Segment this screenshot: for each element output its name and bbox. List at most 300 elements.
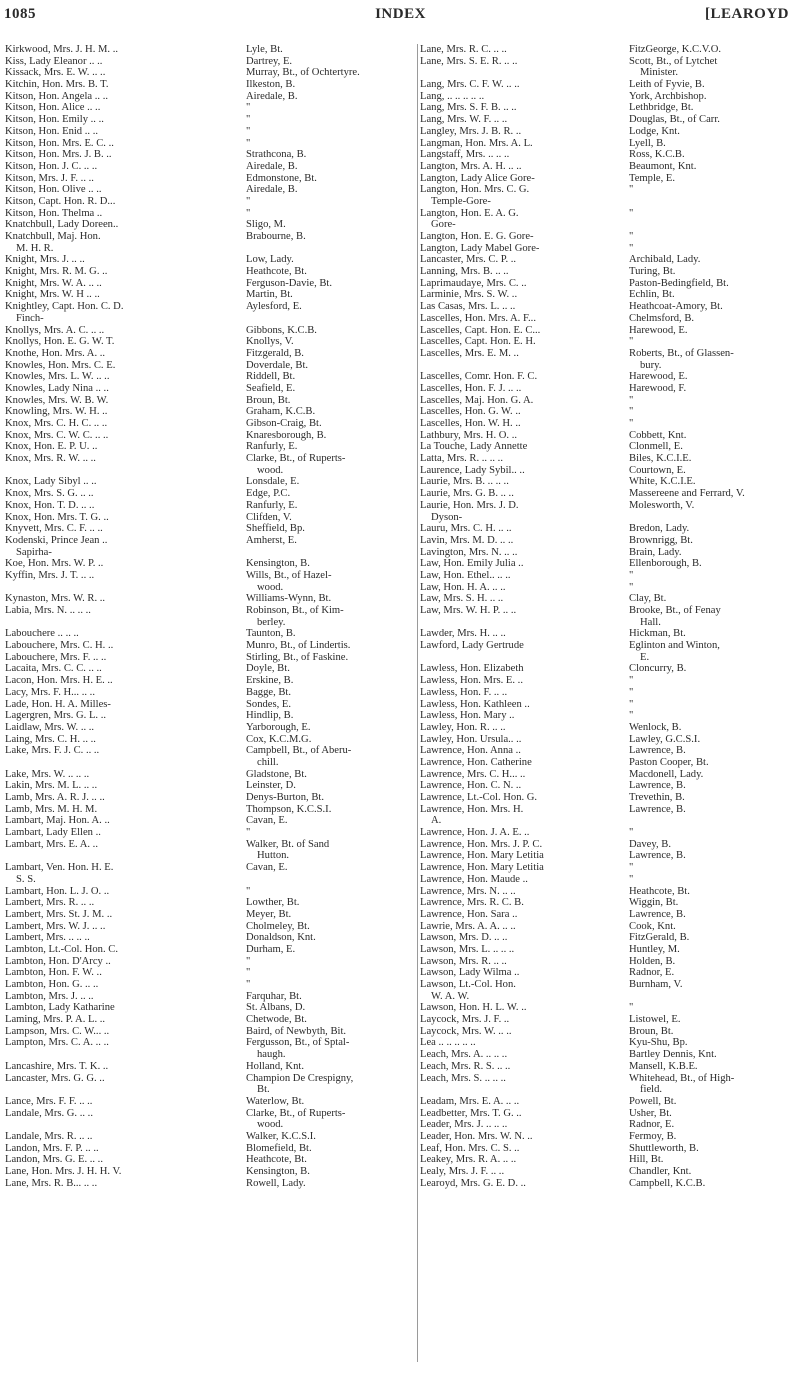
index-entry: Kitchin, Hon. Mrs. B. T. [5, 79, 109, 91]
index-entry: Lampton, Mrs. C. A. .. .. [5, 1037, 109, 1049]
index-entry: Hindlip, B. [246, 710, 294, 722]
index-entry: " [629, 698, 634, 710]
index-entry: Lascelles, Comr. Hon. F. C. [420, 371, 538, 383]
index-entry: Kirkwood, Mrs. J. H. M. .. [5, 44, 119, 55]
index-entry: Hall. [640, 616, 661, 628]
index-entry: " [246, 114, 251, 126]
index-entry: " [246, 125, 251, 137]
index-entry: Knaresborough, B. [246, 429, 327, 441]
index-entry: Lane, Mrs. S. E. R. .. .. [420, 55, 518, 67]
index-entry: Harewood, E. [629, 324, 688, 336]
index-entry: FitzGerald, B. [629, 932, 690, 944]
index-entry: haugh. [257, 1049, 286, 1061]
index-entry: Leith of Fyvie, B. [629, 79, 705, 91]
index-entry: Aylesford, E. [246, 301, 302, 313]
index-entry: Huntley, M. [629, 943, 680, 955]
index-entry [5, 1119, 245, 1131]
index-entry: " [246, 102, 251, 114]
index-entry: wood. [257, 1119, 284, 1131]
index-entry: Langton, Lady Mabel Gore- [420, 242, 540, 254]
index-entry: Bartley Dennis, Knt. [629, 1049, 717, 1061]
index-entry: Kitson, Mrs. J. F. .. .. [5, 172, 94, 184]
index-entry: Kensington, B. [246, 558, 310, 570]
index-entry: Lambton, Mrs. J. .. .. [5, 990, 94, 1002]
index-entry: Lawless, Hon. Kathleen .. [420, 698, 530, 710]
index-entry: Lawrence, B. [629, 908, 686, 920]
index-entry: Lambart, Mrs. E. A. .. [5, 838, 98, 850]
index-entry: Chelmsford, B. [629, 312, 695, 324]
index-entry: Lampson, Mrs. C. W... .. [5, 1025, 110, 1037]
index-entry: Langton, Hon. E. A. G. [420, 207, 519, 219]
index-entry [420, 67, 624, 79]
index-entry: Lambton, Lady Katharine [5, 1002, 115, 1014]
index-entry: Langton, Lady Alice Gore- [420, 172, 535, 184]
index-entry: Lawrie, Mrs. A. A. .. .. [420, 920, 516, 932]
index-entry: Lawrence, Mrs. N. .. .. [420, 885, 516, 897]
index-entry [246, 313, 418, 325]
index-entry: Lyell, B. [629, 137, 666, 149]
index-entry: Landon, Mrs. G. E. .. .. [5, 1154, 103, 1166]
index-entry: Chandler, Knt. [629, 1166, 692, 1177]
index-entry [420, 1084, 624, 1096]
index-entry: Lawrence, Hon. Maude .. [420, 873, 528, 885]
index-entry: Riddell, Bt. [246, 371, 296, 383]
index-entry: Lascelles, Capt. Hon. E. H. [420, 336, 536, 348]
index-entry: Lawson, Mrs. D. .. .. [420, 932, 508, 944]
index-entry: Echlin, Bt. [629, 289, 675, 301]
index-entry: Kitson, Hon. Alice .. .. [5, 102, 101, 114]
index-entry: Waterlow, Bt. [246, 1095, 305, 1107]
index-entry [5, 1084, 245, 1096]
index-entry: Low, Lady. [246, 254, 294, 266]
index-entry: Law, Mrs. W. H. P. .. .. [420, 605, 517, 616]
index-entry: Koe, Hon. Mrs. W. P. .. [5, 558, 104, 570]
index-entry: field. [640, 1084, 663, 1096]
index-entry: Whitehead, Bt., of High- [629, 1072, 735, 1084]
index-entry: Kitson, Hon. Emily .. .. [5, 114, 104, 126]
index-entry: Lyle, Bt. [246, 44, 283, 55]
index-entry: Leach, Mrs. A. .. .. .. [420, 1049, 508, 1061]
index-entry: Lake, Mrs. F. J. C. .. .. [5, 745, 100, 757]
index-entry: Courtown, E. [629, 464, 686, 476]
index-entry: Lawless, Hon. Mrs. E. .. [420, 675, 523, 687]
index-entry: Clifden, V. [246, 511, 292, 523]
index-entry: Lawrence, Hon. Mary Letitia [420, 862, 544, 874]
index-entry: Wenlock, B. [629, 721, 682, 733]
index-entry: Lawson, Lady Wilma .. [420, 967, 520, 979]
index-entry: Lawrence, Hon. Anna .. [420, 745, 521, 757]
index-entry: Gore- [431, 219, 456, 231]
index-entry: Knox, Lady Sibyl .. .. [5, 476, 97, 488]
index-entry: Lonsdale, E. [246, 476, 300, 488]
index-entry: Walker, K.C.S.I. [246, 1130, 316, 1142]
index-entry: Lambert, Mrs. .. .. .. [5, 932, 90, 944]
index-entry: Lawrence, Mrs. C. H... .. [420, 768, 526, 780]
index-entry: Lawrence, Hon. C. N. .. [420, 780, 522, 792]
index-entry: Temple, E. [629, 172, 676, 184]
index-entry: Broun, Bt. [629, 1025, 674, 1037]
index-entry: Langman, Hon. Mrs. A. L. [420, 137, 533, 149]
index-entry: Kitson, Hon. Thelma .. [5, 207, 103, 219]
index-entry [629, 196, 799, 208]
index-entry: berley. [257, 616, 286, 628]
index-entry: Lang, Mrs. W. F. .. .. [420, 114, 508, 126]
index-entry: Knowling, Mrs. W. H. .. [5, 406, 108, 418]
index-entry: Lawrence, Hon. Sara .. [420, 908, 518, 920]
index-entry: Knight, Mrs. J. .. .. [5, 254, 85, 266]
index-entry: Laurie, Hon. Mrs. J. D. [420, 499, 519, 511]
index-entry [246, 243, 418, 255]
index-entry: Doyle, Bt. [246, 663, 290, 675]
index-entry: Laidlaw, Mrs. W. .. .. [5, 721, 95, 733]
index-entry: Shuttleworth, B. [629, 1142, 699, 1154]
index-entry: Meyer, Bt. [246, 908, 292, 920]
index-entry [629, 991, 799, 1003]
index-entry: Lascelles, Mrs. E. M. .. [420, 347, 519, 359]
index-entry: Usher, Bt. [629, 1107, 672, 1119]
index-entry: Lane, Hon. Mrs. J. H. H. V. [5, 1166, 122, 1177]
index-entry: Dartrey, E. [246, 55, 293, 67]
index-entry: Lang, Mrs. S. F. B. .. .. [420, 102, 517, 114]
index-entry: Lancaster, Mrs. G. G. .. [5, 1072, 105, 1084]
index-entry: Radnor, E. [629, 1119, 675, 1131]
index-entry: Sligo, M. [246, 219, 286, 231]
index-entry: Sapirha- [16, 546, 52, 558]
index-entry: Harewood, E. [629, 371, 688, 383]
index-entry: Sondes, E. [246, 698, 292, 710]
index-entry: Lance, Mrs. F. F. .. .. [5, 1095, 93, 1107]
index-entry: Langton, Hon. E. G. Gore- [420, 231, 534, 242]
index-entry: Cholmeley, Bt. [246, 920, 310, 932]
index-entry: Fermoy, B. [629, 1130, 677, 1142]
index-entry: Listowel, E. [629, 1014, 681, 1026]
index-entry: Lawson, Mrs. L. .. .. .. [420, 943, 515, 955]
index-entry: Champion De Crespigny, [246, 1072, 354, 1084]
index-entry: Knollys, Mrs. A. C. .. .. [5, 324, 105, 336]
index-entry: Lascelles, Maj. Hon. G. A. [420, 394, 534, 406]
index-entry: Lawson, Mrs. R. .. .. [420, 955, 507, 967]
index-entry: Lascelles, Hon. G. W. .. [420, 406, 521, 418]
index-entry: Lanning, Mrs. B. .. .. [420, 266, 509, 278]
index-entry: Langstaff, Mrs. .. .. .. [420, 149, 510, 161]
index-entry: " [629, 418, 634, 429]
index-entry: Lacon, Hon. Mrs. H. E. .. [5, 675, 113, 687]
index-entry: Leadbetter, Mrs. T. G. .. [420, 1107, 522, 1119]
index-entry: St. Albans, D. [246, 1002, 306, 1014]
index-entry: Wiggin, Bt. [629, 897, 679, 909]
index-entry: " [629, 862, 634, 874]
index-entry: Lang, .. .. .. .. .. [420, 90, 485, 102]
index-entry: Laprimaudaye, Mrs. C. .. [420, 277, 527, 289]
index-entry: Lathbury, Mrs. H. O. .. [420, 429, 517, 441]
index-entry: Kiss, Lady Eleanor .. .. [5, 55, 103, 67]
index-entry: Bagge, Bt. [246, 686, 292, 698]
index-entry: Heathcote, Bt. [246, 1154, 307, 1166]
index-entry: Eglinton and Winton, [629, 640, 720, 652]
index-entry: Dyson- [431, 511, 463, 523]
index-entry: W. A. W. [431, 990, 470, 1002]
page-header [0, 6, 801, 32]
index-entry: Lambton, Lt.-Col. Hon. C. [5, 943, 118, 955]
index-entry: Beaumont, Knt. [629, 160, 697, 172]
index-entry: Roberts, Bt., of Glassen- [629, 347, 734, 359]
index-entry: Lawson, Lt.-Col. Hon. [420, 979, 516, 990]
index-entry: Knox, Mrs. S. G. .. .. [5, 488, 94, 500]
index-entry: Lacy, Mrs. F. H... .. .. [5, 686, 95, 698]
index-entry: Clarke, Bt., of Ruperts- [246, 453, 346, 465]
index-entry: " [246, 955, 251, 967]
index-entry: Lawley, Hon. Ursula.. .. [420, 733, 522, 745]
index-entry: Stirling, Bt., of Faskine. [246, 651, 349, 663]
index-entry [5, 617, 245, 629]
index-entry: Lawrence, Hon. Mrs. H. [420, 803, 524, 815]
index-entry: Douglas, Bt., of Carr. [629, 114, 720, 126]
index-entry: Cobbett, Knt. [629, 429, 687, 441]
index-entry: Mansell, K.B.E. [629, 1060, 698, 1072]
index-entry: Knox, Mrs. C. W. C. .. .. [5, 429, 109, 441]
index-entry: Lambart, Maj. Hon. A. .. [5, 815, 110, 827]
index-entry: Lawless, Hon. Elizabeth [420, 663, 524, 675]
index-entry: Lawrence, Lt.-Col. Hon. G. [420, 792, 538, 803]
index-entry [5, 465, 245, 477]
index-entry: Robinson, Bt., of Kim- [246, 605, 344, 616]
index-entry: Lauru, Mrs. C. H. .. .. [420, 523, 512, 535]
index-entry [629, 815, 799, 827]
index-entry: " [629, 686, 634, 698]
index-entry: La Touche, Lady Annette [420, 441, 528, 453]
index-entry: Knightley, Capt. Hon. C. D. [5, 301, 124, 313]
column-divider [417, 44, 418, 1362]
index-entry: Ellenborough, B. [629, 558, 702, 570]
index-entry: Denys-Burton, Bt. [246, 792, 324, 803]
index-entry: Blomefield, Bt. [246, 1142, 312, 1154]
index-entry: Lake, Mrs. W. .. .. .. [5, 768, 90, 780]
index-entry: Williams-Wynn, Bt. [246, 593, 332, 605]
index-entry: Thompson, K.C.S.I. [246, 803, 332, 815]
index-entry: Brooke, Bt., of Fenay [629, 605, 721, 616]
index-entry: Lamb, Mrs. M. H. M. [5, 803, 98, 815]
index-entry: Taunton, B. [246, 628, 296, 640]
index-entry: Gladstone, Bt. [246, 768, 307, 780]
index-entry: Ross, K.C.B. [629, 149, 685, 161]
index-entry: Clarke, Bt., of Ruperts- [246, 1107, 346, 1119]
index-entry: Larminie, Mrs. S. W. .. [420, 289, 518, 301]
index-entry: Lascelles, Hon. F. J. .. .. [420, 382, 522, 394]
index-entry: " [246, 195, 251, 207]
page-title: INDEX [375, 6, 426, 22]
index-entry: Bt. [257, 1084, 270, 1096]
index-entry: Kyffin, Mrs. J. T. .. .. [5, 569, 95, 581]
index-entry: Lavington, Mrs. N. .. .. [420, 546, 518, 558]
index-entry: Massereene and Ferrard, V. [629, 488, 745, 500]
index-entry [629, 219, 799, 231]
index-entry: White, K.C.I.E. [629, 476, 696, 488]
index-entry: Lambton, Hon. D'Arcy .. [5, 955, 111, 967]
index-entry: Knight, Mrs. W. H .. .. [5, 289, 100, 301]
index-entry: Airedale, B. [246, 90, 298, 102]
index-entry: Lancaster, Mrs. C. P. .. [420, 254, 517, 266]
index-entry: Archibald, Lady. [629, 254, 701, 266]
index-entry: Edge, P.C. [246, 488, 291, 500]
index-entry: Minister. [640, 67, 678, 79]
index-entry: Kitson, Hon. Mrs. E. C. .. [5, 137, 114, 149]
index-entry: Lawford, Lady Gertrude [420, 640, 524, 652]
index-entry: York, Archbishop. [629, 90, 707, 102]
index-entry: " [246, 967, 251, 979]
index-entry: Lagergren, Mrs. G. L. .. [5, 710, 107, 722]
index-entry: Hutton. [257, 850, 290, 862]
index-entry: Labouchere, Mrs. F. .. .. [5, 651, 107, 663]
index-entry: Lambert, Mrs. R. .. .. [5, 897, 95, 909]
index-entry: Laurie, Mrs. G. B. .. .. [420, 488, 514, 500]
index-entry: Leach, Mrs. R. S. .. .. [420, 1060, 511, 1072]
index-entry: Molesworth, V. [629, 499, 695, 511]
index-entry: Lea .. .. .. .. .. [420, 1037, 476, 1049]
index-entry: Lang, Mrs. C. F. W. .. .. [420, 79, 520, 91]
index-entry: Leakey, Mrs. R. A. .. .. [420, 1154, 517, 1166]
index-entry [420, 652, 624, 664]
index-entry: Lawrence, B. [629, 850, 686, 862]
index-entry: Knyvett, Mrs. C. F. .. .. [5, 523, 103, 535]
index-entry: Graham, K.C.B. [246, 406, 316, 418]
index-entry: Brain, Lady. [629, 546, 682, 558]
index-entry: Hickman, Bt. [629, 628, 686, 640]
index-entry: Latta, Mrs. R. .. .. .. [420, 453, 503, 465]
index-entry: Lakin, Mrs. M. L. .. .. [5, 780, 98, 792]
index-entry: Knox, Mrs. C. H. C. .. .. [5, 418, 108, 429]
index-entry: Lambart, Lady Ellen .. [5, 827, 101, 839]
index-entry: Ranfurly, E. [246, 499, 298, 511]
index-entry: Holden, B. [629, 955, 676, 967]
index-entry: Airedale, B. [246, 160, 298, 172]
index-entry: Laming, Mrs. P. A. L. .. [5, 1014, 106, 1026]
index-entry: Broun, Bt. [246, 394, 291, 406]
index-entry [629, 512, 799, 524]
index-entry: Lawrence, Mrs. R. C. B. [420, 897, 524, 909]
index-entry: Bredon, Lady. [629, 523, 690, 535]
index-entry: Erskine, B. [246, 675, 294, 687]
index-entry: Cox, K.C.M.G. [246, 733, 312, 745]
index-entry: Holland, Knt. [246, 1060, 304, 1072]
index-entry: Lodge, Knt. [629, 125, 680, 137]
index-entry: chill. [257, 756, 279, 768]
index-entry: Lawrence, B. [629, 803, 686, 815]
index-entry: Law, Hon. Emily Julia .. [420, 558, 524, 570]
references-column-left [246, 44, 418, 1189]
index-entry: Clay, Bt. [629, 593, 667, 605]
index-entry [5, 757, 245, 769]
index-entry: Martin, Bt. [246, 289, 293, 301]
index-entry: Heathcote, Bt. [246, 266, 307, 278]
index-entry: Brownrigg, Bt. [629, 534, 693, 546]
index-entry: Lavin, Mrs. M. D. .. .. [420, 534, 514, 546]
index-entry: Lawrence, Hon. Mrs. J. P. C. [420, 838, 543, 850]
index-entry: " [246, 827, 251, 839]
index-entry: Durham, E. [246, 943, 296, 955]
index-entry: " [629, 394, 634, 406]
index-entry: Knowles, Hon. Mrs. C. E. [5, 359, 116, 371]
index-entry: Kitson, Hon. Angela .. .. [5, 90, 108, 102]
index-entry: Langley, Mrs. J. B. R. .. [420, 125, 522, 137]
index-entry: Leinster, D. [246, 780, 296, 792]
index-entry: Kissack, Mrs. E. W. .. .. [5, 67, 106, 79]
index-entry: " [629, 581, 634, 593]
index-entry: Ranfurly, E. [246, 441, 298, 453]
index-entry: Lacaita, Mrs. C. C. .. .. [5, 663, 102, 675]
index-entry: Laycock, Mrs. W. .. .. [420, 1025, 512, 1037]
index-entry: Learoyd, Mrs. G. E. D. .. [420, 1177, 526, 1189]
index-entry: " [629, 207, 634, 219]
index-entry: Knox, Mrs. R. W. .. .. [5, 453, 96, 465]
index-entry: A. [431, 815, 442, 827]
index-entry: Law, Hon. H. A. .. .. [420, 581, 506, 593]
index-entry: Lawley, G.C.S.I. [629, 733, 701, 745]
index-entry: Doverdale, Bt. [246, 359, 309, 371]
index-entry: Knowles, Mrs. L. W. .. .. [5, 371, 110, 383]
index-entry: Strathcona, B. [246, 149, 307, 161]
index-entry: Lawrence, Hon. Catherine [420, 756, 532, 768]
index-entry: Laycock, Mrs. J. F. .. [420, 1014, 510, 1026]
index-entry [420, 360, 624, 372]
index-entry: Macdonell, Lady. [629, 768, 704, 780]
index-entry: Lambart, Ven. Hon. H. E. [5, 862, 114, 874]
index-entry: Biles, K.C.I.E. [629, 453, 692, 465]
index-entry: Gibson-Craig, Bt. [246, 418, 322, 429]
index-entry: Rowell, Lady. [246, 1177, 306, 1189]
index-entry: Leader, Mrs. J. .. .. .. [420, 1119, 508, 1131]
index-entry: Landale, Mrs. R. .. .. [5, 1130, 93, 1142]
index-entry: Clonmell, E. [629, 441, 683, 453]
index-entry: Laurie, Mrs. B. .. .. .. [420, 476, 509, 488]
index-entry: Turing, Bt. [629, 266, 676, 278]
index-entry: Lade, Hon. H. A. Milles- [5, 698, 111, 710]
index-entry: Knox, Hon. Mrs. T. G. .. [5, 511, 109, 523]
index-entry: Sheffield, Bp. [246, 523, 305, 535]
index-entry: Seafield, E. [246, 382, 296, 394]
index-entry [5, 850, 245, 862]
index-entry: " [629, 406, 634, 418]
index-entry: Lowther, Bt. [246, 897, 300, 909]
index-entry: Fergusson, Bt., of Sptal- [246, 1037, 350, 1049]
index-entry: E. [640, 651, 650, 663]
page-number: 1085 [4, 6, 36, 22]
index-entry: " [246, 207, 251, 219]
index-entry: Lawrence, Hon. J. A. E. .. [420, 827, 530, 839]
index-entry: Brabourne, B. [246, 231, 306, 242]
index-entry: Wills, Bt., of Hazel- [246, 569, 332, 581]
index-entry: " [246, 137, 251, 149]
index-entry: Farquhar, Bt. [246, 990, 302, 1002]
index-entry: " [246, 885, 251, 897]
index-entry: Lawless, Hon. F. .. .. [420, 686, 508, 698]
index-entry: Lambert, Mrs. W. J. .. .. [5, 920, 106, 932]
index-entry: Lascelles, Hon. Mrs. A. F... [420, 312, 536, 324]
index-entry: Kitson, Hon. Mrs. J. B. .. [5, 149, 112, 161]
index-entry: Lawley, Hon. R. .. .. [420, 721, 506, 733]
index-entry: Lancashire, Mrs. T. K. .. [5, 1060, 109, 1072]
index-entry [5, 1049, 245, 1061]
index-entry: Kitson, Capt. Hon. R. D... [5, 195, 116, 207]
index-entry: Gibbons, K.C.B. [246, 324, 317, 336]
index-entry: Lawder, Mrs. H. .. .. [420, 628, 506, 640]
index-entry: Labouchere .. .. .. [5, 628, 79, 640]
index-entry: Lambart, Hon. L. J. O. .. [5, 885, 110, 897]
index-entry: Langton, Hon. Mrs. C. G. [420, 184, 530, 196]
index-entry: wood. [257, 464, 284, 476]
index-entry: Ferguson-Davie, Bt. [246, 277, 333, 289]
index-entry: Trevethin, B. [629, 792, 685, 803]
index-entry: Kitson, Hon. Olive .. .. [5, 184, 102, 196]
